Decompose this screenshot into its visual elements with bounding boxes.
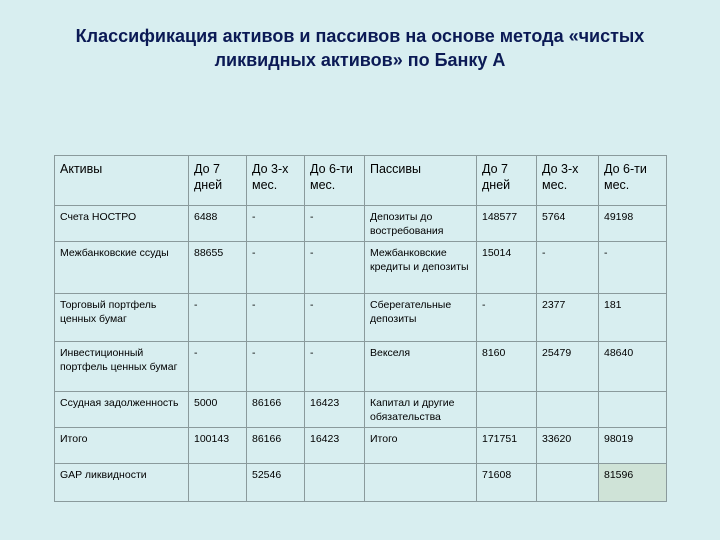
table-cell: - [477, 294, 537, 342]
table-cell: 48640 [599, 342, 667, 392]
table-header-row [55, 156, 667, 206]
table-cell: 148577 [477, 206, 537, 242]
table-cell: Инвестиционный портфель ценных бумаг [55, 342, 189, 392]
table-cell: 86166 [247, 392, 305, 428]
table-row [55, 342, 667, 392]
table-cell: 5764 [537, 206, 599, 242]
table-cell: 88655 [189, 242, 247, 294]
table-cell: - [247, 206, 305, 242]
table-cell: - [189, 294, 247, 342]
table-cell: Итого [55, 428, 189, 464]
table-cell: Депозиты до востребования [365, 206, 477, 242]
header-cell: До 3-х мес. [247, 156, 305, 206]
table-cell: Сберегательные депозиты [365, 294, 477, 342]
table-cell: 5000 [189, 392, 247, 428]
table-cell: 2377 [537, 294, 599, 342]
table-cell-highlighted: 81596 [599, 464, 667, 502]
table-cell: 16423 [305, 392, 365, 428]
header-cell: До 6-ти мес. [599, 156, 667, 206]
table-cell [599, 392, 667, 428]
header-cell: Пассивы [365, 156, 477, 206]
table-row [55, 392, 667, 428]
table-cell: 16423 [305, 428, 365, 464]
table-cell: GAP ликвидности [55, 464, 189, 502]
table-cell: Векселя [365, 342, 477, 392]
table-cell: 71608 [477, 464, 537, 502]
table-cell: 6488 [189, 206, 247, 242]
table-cell: Межбанковские ссуды [55, 242, 189, 294]
table-cell: 8160 [477, 342, 537, 392]
table-cell [305, 464, 365, 502]
table-cell: 98019 [599, 428, 667, 464]
table-cell: - [247, 294, 305, 342]
header-cell: До 7 дней [477, 156, 537, 206]
table-cell [537, 392, 599, 428]
table-cell [477, 392, 537, 428]
table-cell: Итого [365, 428, 477, 464]
table-cell: Торговый портфель ценных бумаг [55, 294, 189, 342]
gap-row [55, 464, 667, 502]
header-cell: Активы [55, 156, 189, 206]
table-cell: 25479 [537, 342, 599, 392]
table-row [55, 428, 667, 464]
table-cell: 33620 [537, 428, 599, 464]
table-cell: 181 [599, 294, 667, 342]
title-line-2: ликвидных активов» по Банку А [214, 50, 506, 70]
table-cell: 86166 [247, 428, 305, 464]
header-cell: До 3-х мес. [537, 156, 599, 206]
table-row [55, 242, 667, 294]
table-row [55, 294, 667, 342]
table-cell: - [599, 242, 667, 294]
table-cell: - [305, 294, 365, 342]
header-cell: До 6-ти мес. [305, 156, 365, 206]
table-cell: - [305, 242, 365, 294]
table-row [55, 206, 667, 242]
table-cell: 49198 [599, 206, 667, 242]
table-cell: - [247, 342, 305, 392]
liquidity-table [54, 155, 667, 502]
table-cell [537, 464, 599, 502]
table-cell: - [247, 242, 305, 294]
table-cell [189, 464, 247, 502]
title-line-1: Классификация активов и пассивов на основе метода «чистых [75, 26, 645, 46]
table-cell: Капитал и другие обязательства [365, 392, 477, 428]
table-cell: - [305, 206, 365, 242]
header-cell: До 7 дней [189, 156, 247, 206]
table-cell: 52546 [247, 464, 305, 502]
table-cell: 100143 [189, 428, 247, 464]
table-cell: Межбанковские кредиты и депозиты [365, 242, 477, 294]
table-cell: 15014 [477, 242, 537, 294]
table-cell: - [537, 242, 599, 294]
table-cell: Счета НОСТРО [55, 206, 189, 242]
table-cell: - [305, 342, 365, 392]
table-cell: - [189, 342, 247, 392]
slide-title [20, 24, 700, 72]
table-cell: 171751 [477, 428, 537, 464]
table-cell [365, 464, 477, 502]
table-cell: Ссудная задолженность [55, 392, 189, 428]
